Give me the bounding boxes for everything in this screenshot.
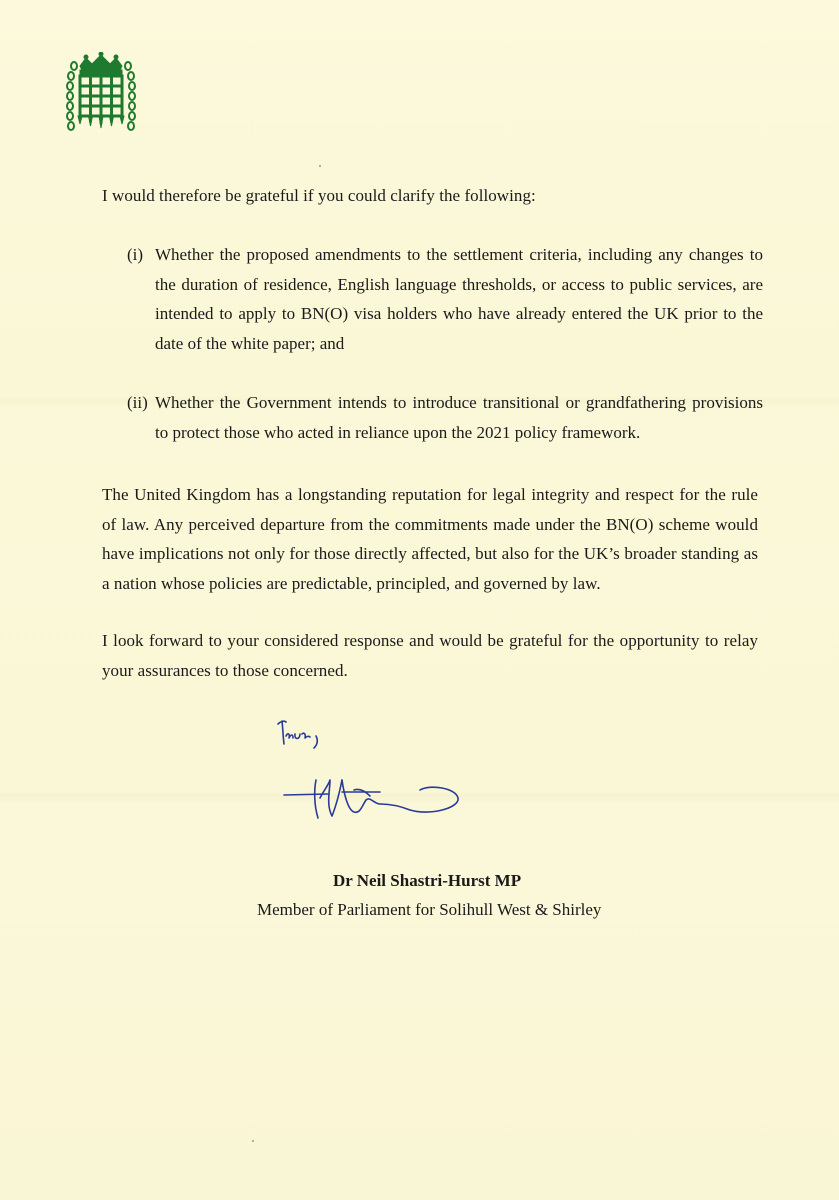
paper-speck [252,1140,254,1142]
closing-paragraph: I look forward to your considered response and would be grateful for the opportunity to relay your assurances to those concerned. [102,631,758,680]
list-item-text: Whether the proposed amendments to the settlement criteria, including any changes to the duration of residence, English language thresholds, or access to public services, are intended to apply to BN(O) visa holders who have already entered the UK prior to the date of the white paper; and [155,245,763,353]
paper-speck [319,165,321,167]
list-item-marker: (ii) [127,393,148,412]
handwritten-signature [270,710,470,830]
signatory-title: Member of Parliament for Solihull West & Shirley [257,900,602,919]
rule-of-law-paragraph: The United Kingdom has a longstanding reputation for legal integrity and respect for the rule of law. Any perceived departure from the commitments made under the BN(O) scheme would have implications not only for those directly affected, but also for the UK’s broader standing as a nation whose policies are predictable, principled, and governed by law. [102,485,758,593]
intro-paragraph: I would therefore be grateful if you could clarify the following: [102,186,536,205]
signatory-name: Dr Neil Shastri-Hurst MP [333,871,522,890]
list-item-text: Whether the Government intends to introduce transitional or grandfathering provisions to protect those who acted in reliance upon the 2021 policy framework. [155,393,763,442]
portcullis-crest-icon [64,52,138,132]
list-item-marker: (i) [127,245,144,264]
